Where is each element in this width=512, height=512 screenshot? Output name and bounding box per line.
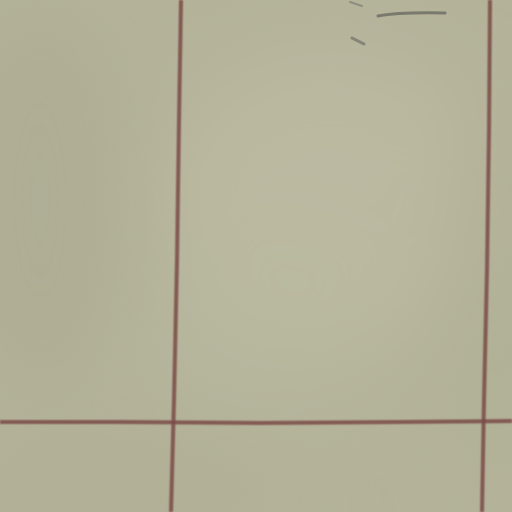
grid-line-horizontal <box>0 421 512 423</box>
